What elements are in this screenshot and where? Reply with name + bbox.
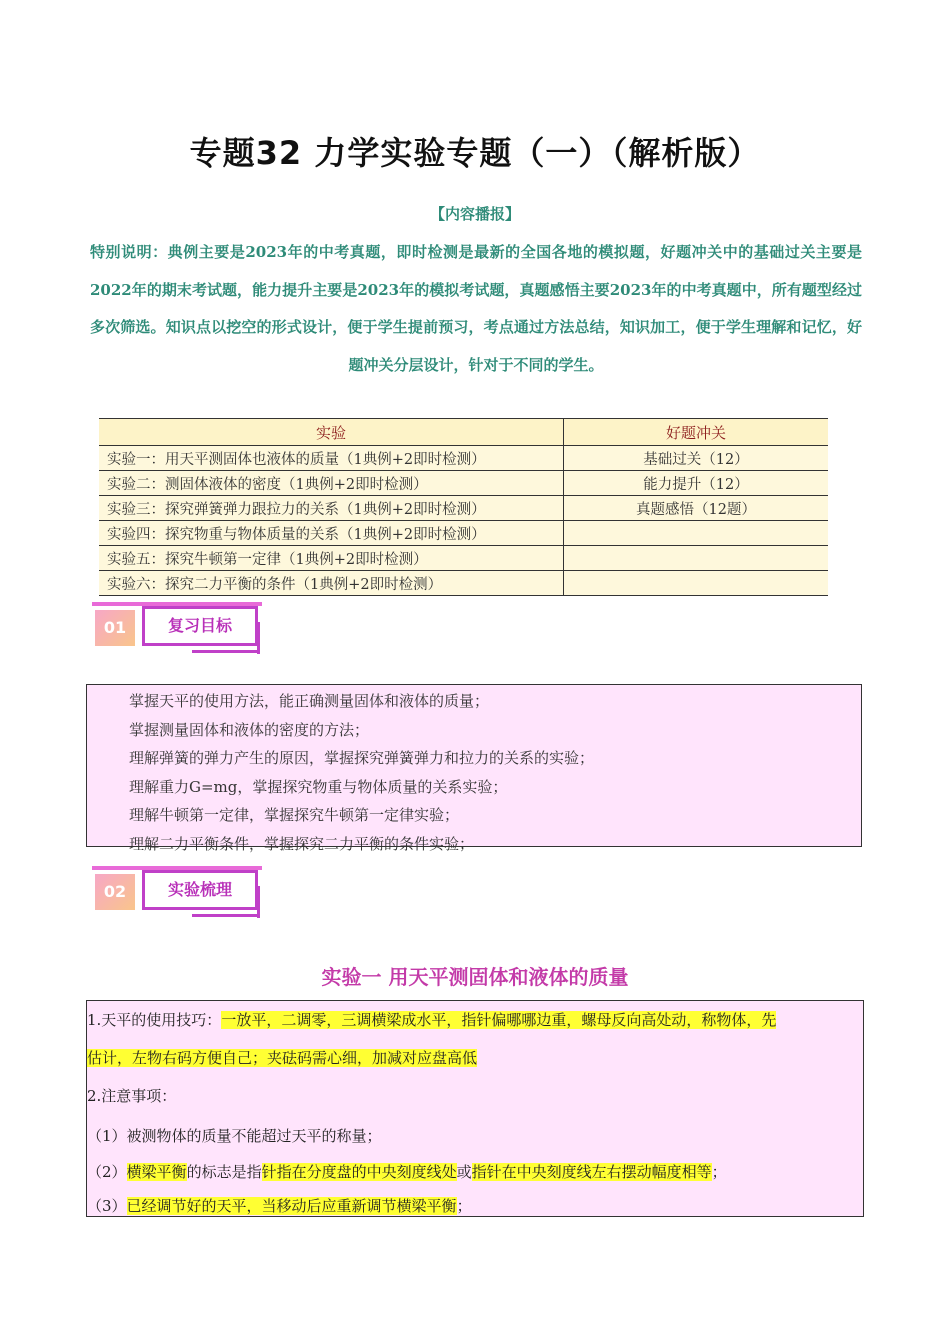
table-row [99, 471, 828, 496]
note-item-3 [87, 1195, 472, 1216]
table-cell: 基础过关（12） [564, 446, 829, 471]
section-badge-experiment-overview [92, 866, 262, 914]
table-row [99, 496, 828, 521]
table-cell: 实验四：探究物重与物体质量的关系（1典例+2即时检测） [99, 521, 564, 546]
notes-heading: 2.注意事项： [87, 1087, 177, 1105]
table-header: 实验 [99, 419, 564, 446]
experiment-content-box [86, 1000, 864, 1217]
goal-item: 理解弹簧的弹力产生的原因，掌握探究弹簧弹力和拉力的关系的实验； [129, 749, 595, 768]
tip-prefix: 1.天平的使用技巧： [87, 1011, 222, 1029]
section-number: 01 [95, 610, 135, 646]
note-text: 或 [456, 1163, 472, 1181]
table-cell: 实验六：探究二力平衡的条件（1典例+2即时检测） [99, 571, 564, 596]
note-text: ； [456, 1197, 472, 1215]
goal-item: 掌握测量固体和液体的密度的方法； [129, 720, 370, 739]
goal-item: 理解牛顿第一定律，掌握探究牛顿第一定律实验； [129, 806, 460, 825]
table-row [99, 571, 828, 596]
review-goals-box [86, 684, 862, 853]
note-item-1: （1）被测物体的质量不能超过天平的称量； [87, 1127, 382, 1145]
table-row [99, 546, 828, 571]
goal-item: 掌握天平的使用方法，能正确测量固体和液体的质量； [129, 692, 490, 710]
table-cell [564, 546, 829, 571]
tip-line-2 [87, 1047, 477, 1068]
note-number: （2） [87, 1163, 127, 1181]
highlighted-text: 指针在中央刻度线左右摆动幅度相等 [471, 1163, 712, 1181]
table-cell: 能力提升（12） [564, 471, 829, 496]
table-cell: 实验五：探究牛顿第一定律（1典例+2即时检测） [99, 546, 564, 571]
note-item-2 [87, 1161, 727, 1182]
table-header-row [99, 419, 828, 446]
note-text: 的标志是指 [186, 1163, 262, 1181]
section-number: 02 [95, 874, 135, 910]
intro-paragraph: 特别说明：典例主要是2023年的中考真题，即时检测是最新的全国各地的模拟题，好题冲关中的基础过关主要是2022年的期末考试题，能力提升主要是2023年的模拟考试题，真题感悟主要2023年的中考真题中，所有题型经过多次筛选。知识点以挖空的形式设计，便于学生提前预习，考点通过方法总结，知识加工，便于学生理解和记忆，好题冲关分层设计，针对于不同的学生。 [90, 243, 862, 374]
table-row [99, 446, 828, 471]
badge-decoration [192, 650, 260, 653]
highlighted-text: 估计，左物右码方便自己；夹砝码需心细，加减对应盘高低 [87, 1049, 478, 1067]
table-cell: 真题感悟（12题） [564, 496, 829, 521]
overview-table [99, 418, 828, 596]
experiment-title: 实验一 用天平测固体和液体的质量 [321, 965, 629, 989]
table-header: 好题冲关 [564, 419, 829, 446]
page-title: 专题32 力学实验专题（一）（解析版） [189, 134, 761, 172]
highlighted-text: 已经调节好的天平，当移动后应重新调节横梁平衡 [126, 1197, 457, 1215]
section-label: 复习目标 [142, 606, 258, 646]
section-badge-review-goals [92, 602, 262, 650]
goal-item: 理解二力平衡条件，掌握探究二力平衡的条件实验； [129, 834, 475, 853]
highlighted-text: 一放平，二调零，三调横梁成水平，指针偏哪哪边重，螺母反向高处动，称物体，先 [221, 1011, 777, 1029]
badge-decoration [192, 914, 260, 917]
section-label: 实验梳理 [142, 870, 258, 910]
table-cell: 实验三：探究弹簧弹力跟拉力的关系（1典例+2即时检测） [99, 496, 564, 521]
table-cell: 实验二：测固体液体的密度（1典例+2即时检测） [99, 471, 564, 496]
highlighted-text: 针指在分度盘的中央刻度线处 [261, 1163, 457, 1181]
table-row [99, 521, 828, 546]
table-cell [564, 571, 829, 596]
note-number: （3） [87, 1197, 127, 1215]
table-cell [564, 521, 829, 546]
highlighted-text: 横梁平衡 [126, 1163, 187, 1181]
goal-item: 理解重力G=mg，掌握探究物重与物体质量的关系实验； [129, 777, 508, 796]
table-cell: 实验一：用天平测固体也液体的质量（1典例+2即时检测） [99, 446, 564, 471]
note-text: ； [711, 1163, 727, 1181]
broadcast-heading: 【内容播报】 [429, 205, 520, 223]
tip-line-1 [87, 1009, 776, 1030]
